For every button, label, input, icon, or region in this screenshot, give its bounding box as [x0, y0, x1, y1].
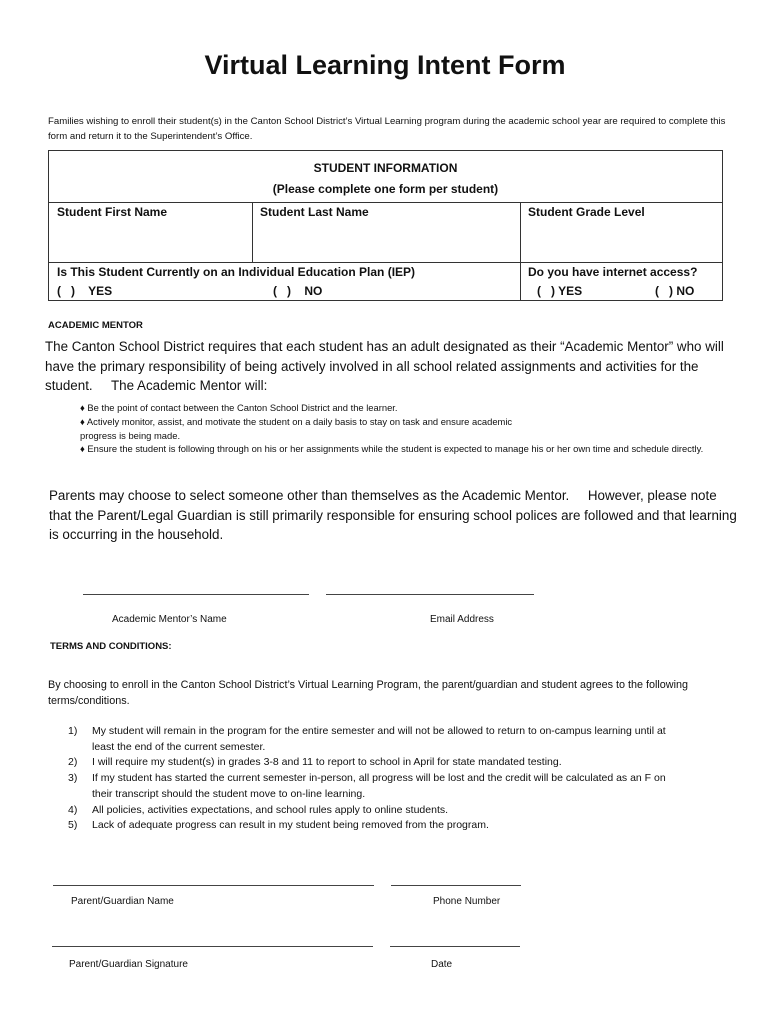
list-item: 2) I will require my student(s) in grades 3-8 and 11 to report to school in April for state mandated testing. — [68, 756, 562, 769]
grade-level-label: Student Grade Level — [528, 205, 645, 219]
guardian-signature-line[interactable] — [52, 946, 373, 947]
guardian-signature-caption: Parent/Guardian Signature — [69, 959, 188, 970]
list-item: 3) If my student has started the current semester in-person, all progress will be lost and the credit will be calculated as an F on their transcript should the student move to on-line learning. — [68, 772, 666, 800]
terms-list — [68, 724, 748, 834]
date-caption: Date — [431, 959, 453, 970]
parents-note: Parents may choose to select someone other than themselves as the Academic Mentor. However, please note that the Parent/Legal Guardian is still primarily responsible for ensuring school polices are followed and that learning is occurring in the household. — [49, 488, 741, 542]
academic-mentor-heading: ACADEMIC MENTOR — [48, 320, 143, 331]
bullet-icon: ♦ — [80, 415, 85, 427]
iep-yes-option[interactable]: ( ) YES — [57, 284, 113, 298]
first-name-label: Student First Name — [57, 205, 168, 219]
table-divider — [252, 202, 253, 262]
iep-question: Is This Student Currently on an Individual Education Plan (IEP) — [57, 265, 416, 279]
guardian-name-line[interactable] — [53, 885, 374, 886]
internet-no-option[interactable]: ( ) NO — [655, 284, 695, 298]
list-item: ♦ Ensure the student is following through on his or her assignments while the student is expected to manage his or her own time and schedule directly. — [80, 443, 704, 455]
list-item: 1) My student will remain in the program for the entire semester and will not be allowed to return to on-campus learning until at least the end of the current semester. — [68, 725, 666, 753]
list-item: ♦ Be the point of contact between the Canton School District and the learner. — [80, 402, 398, 413]
student-information-table — [48, 150, 723, 301]
email-line[interactable] — [326, 594, 534, 595]
intro-text: Families wishing to enroll their student(s) in the Canton School District’s Virtual Learning program during the academic school year are required to complete this form and return it to the Superintendent’s Office. — [48, 116, 726, 142]
bullet-icon: ♦ — [80, 443, 85, 455]
guardian-name-caption: Parent/Guardian Name — [71, 896, 174, 907]
table-divider — [49, 262, 722, 263]
academic-mentor-paragraph: The Canton School District requires that each student has an adult designated as their “Academic Mentor” who will have the primary responsibility of being actively involved in all school related assignments and activities for the student. The Academic Mentor will: — [45, 339, 728, 393]
page-title: Virtual Learning Intent Form — [204, 50, 566, 80]
terms-intro: By choosing to enroll in the Canton School District’s Virtual Learning Program, the parent/guardian and student agrees to the following terms/conditions. — [48, 679, 689, 707]
list-item: 4) All policies, activities expectations, and school rules apply to online students. — [68, 803, 449, 816]
mentor-duties-list — [80, 401, 760, 456]
internet-yes-option[interactable]: ( ) YES — [537, 284, 583, 298]
list-item: ♦ Actively monitor, assist, and motivate the student on a daily basis to stay on task and ensure academic progress is being made. — [80, 415, 513, 441]
bullet-icon: ♦ — [80, 402, 85, 413]
last-name-label: Student Last Name — [260, 205, 369, 219]
email-caption: Email Address — [430, 614, 494, 625]
mentor-name-line[interactable] — [83, 594, 309, 595]
phone-caption: Phone Number — [433, 896, 501, 907]
student-info-heading: STUDENT INFORMATION — [313, 161, 458, 175]
student-info-subheading: (Please complete one form per student) — [272, 182, 499, 196]
table-divider — [520, 202, 521, 301]
list-item: 5) Lack of adequate progress can result in my student being removed from the program. — [68, 819, 489, 832]
terms-heading: TERMS AND CONDITIONS: — [50, 641, 172, 652]
phone-line[interactable] — [391, 885, 521, 886]
date-line[interactable] — [390, 946, 520, 947]
table-divider — [49, 202, 722, 203]
iep-no-option[interactable]: ( ) NO — [273, 284, 323, 298]
mentor-name-caption: Academic Mentor’s Name — [112, 614, 227, 625]
internet-question: Do you have internet access? — [528, 265, 698, 279]
